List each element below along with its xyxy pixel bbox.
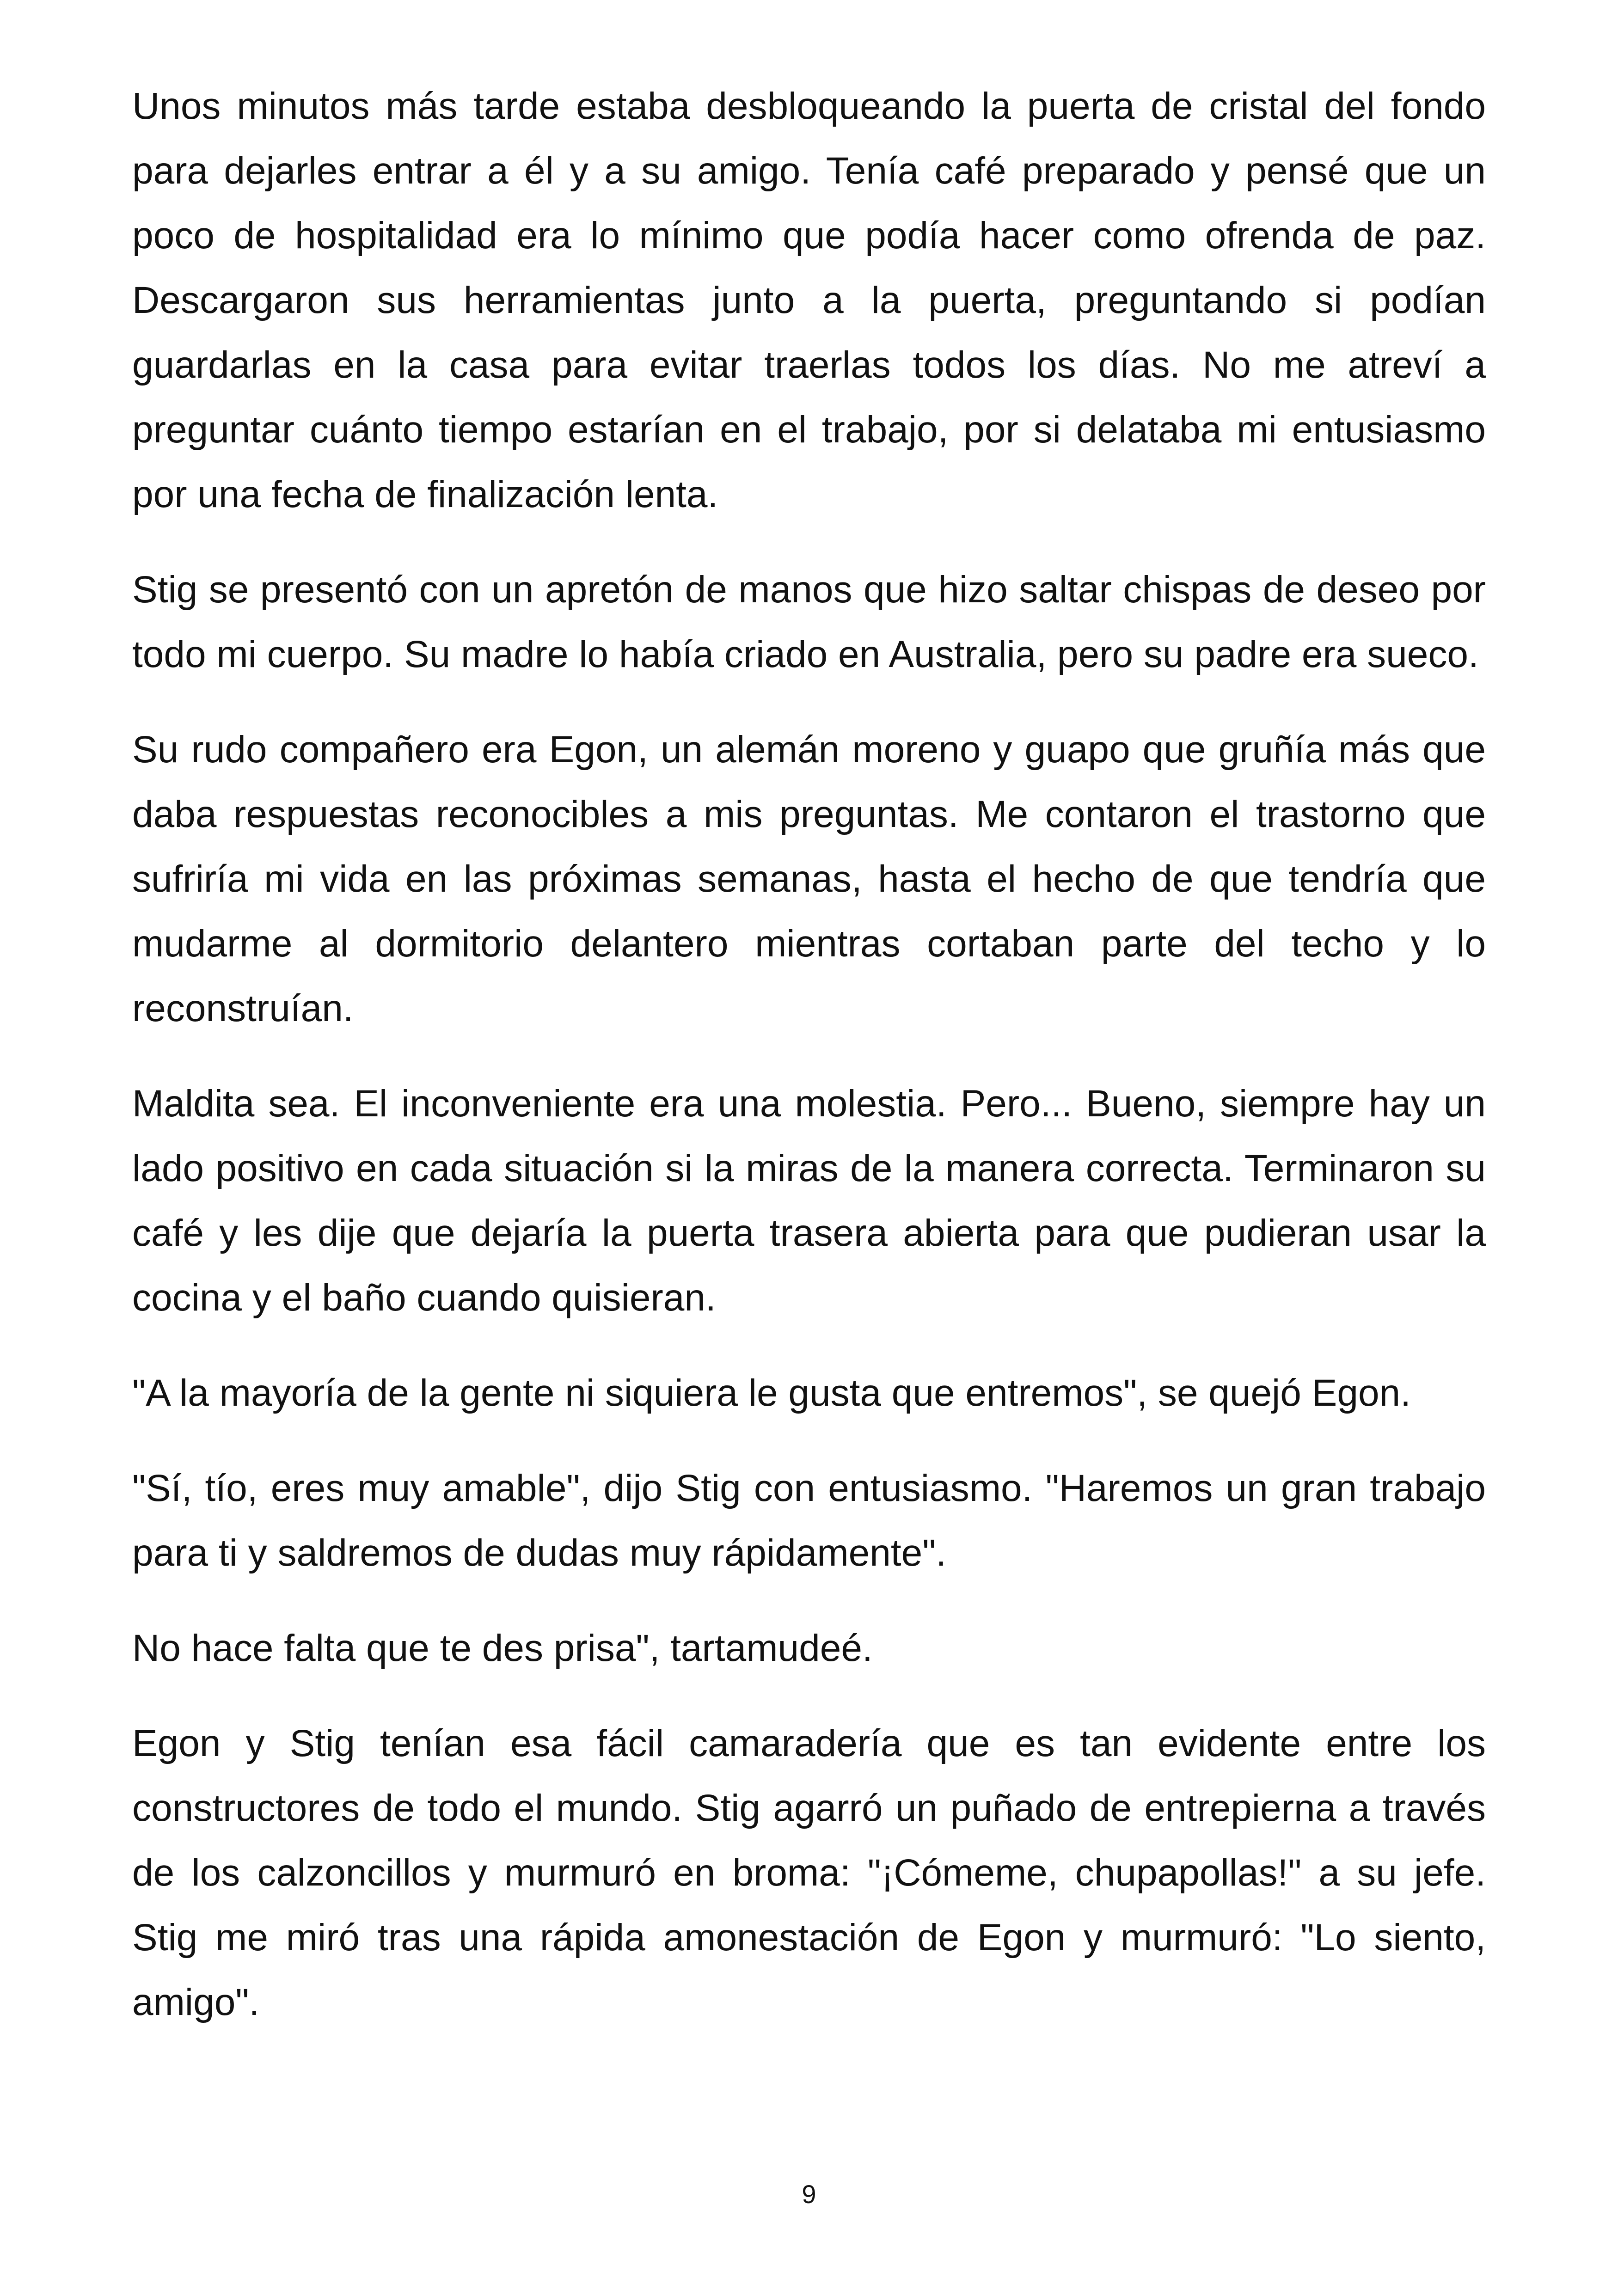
paragraph-4: Maldita sea. El inconveniente era una molestia. Pero... Bueno, siempre hay un lado positivo en cada situación si la miras de la manera correcta. Terminaron su café y les dije que dejaría la puerta trasera abierta para que pudieran usar la cocina y el baño cuando quisieran. — [132, 1083, 1486, 1319]
paragraph-7: No hace falta que te des prisa", tartamudeé. — [132, 1627, 873, 1669]
paragraph-8: Egon y Stig tenían esa fácil camaradería que es tan evidente entre los constructores de todo el mundo. Stig agarró un puñado de entrepierna a través de los calzoncillos y murmuró en broma: "¡Cómeme, chupapollas!" a su jefe. Stig me miró tras una rápida amonestación de Egon y murmuró: "Lo siento, amigo". — [132, 1722, 1486, 2023]
body-text — [132, 74, 1486, 2065]
paragraph-6: "Sí, tío, eres muy amable", dijo Stig con entusiasmo. "Haremos un gran trabajo para ti y saldremos de dudas muy rápidamente". — [132, 1467, 1486, 1574]
page-number: 9 — [802, 2180, 816, 2209]
paragraph-5: "A la mayoría de la gente ni siquiera le gusta que entremos", se quejó Egon. — [132, 1372, 1411, 1414]
paragraph-1: Unos minutos más tarde estaba desbloqueando la puerta de cristal del fondo para dejarles entrar a él y a su amigo. Tenía café preparado y pensé que un poco de hospitalidad era lo mínimo que podía hacer como ofrenda de paz. Descargaron sus herramientas junto a la puerta, preguntando si podían guardarlas en la casa para evitar traerlas todos los días. No me atreví a preguntar cuánto tiempo estarían en el trabajo, por si delataba mi entusiasmo por una fecha de finalización lenta. — [132, 85, 1486, 515]
paragraph-2: Stig se presentó con un apretón de manos que hizo saltar chispas de deseo por todo mi cuerpo. Su madre lo había criado en Australia, pero su padre era sueco. — [132, 569, 1486, 675]
paragraph-3: Su rudo compañero era Egon, un alemán moreno y guapo que gruñía más que daba respuestas reconocibles a mis preguntas. Me contaron el trastorno que sufriría mi vida en las próximas semanas, hasta el hecho de que tendría que mudarme al dormitorio delantero mientras cortaban parte del techo y lo reconstruían. — [132, 729, 1486, 1029]
